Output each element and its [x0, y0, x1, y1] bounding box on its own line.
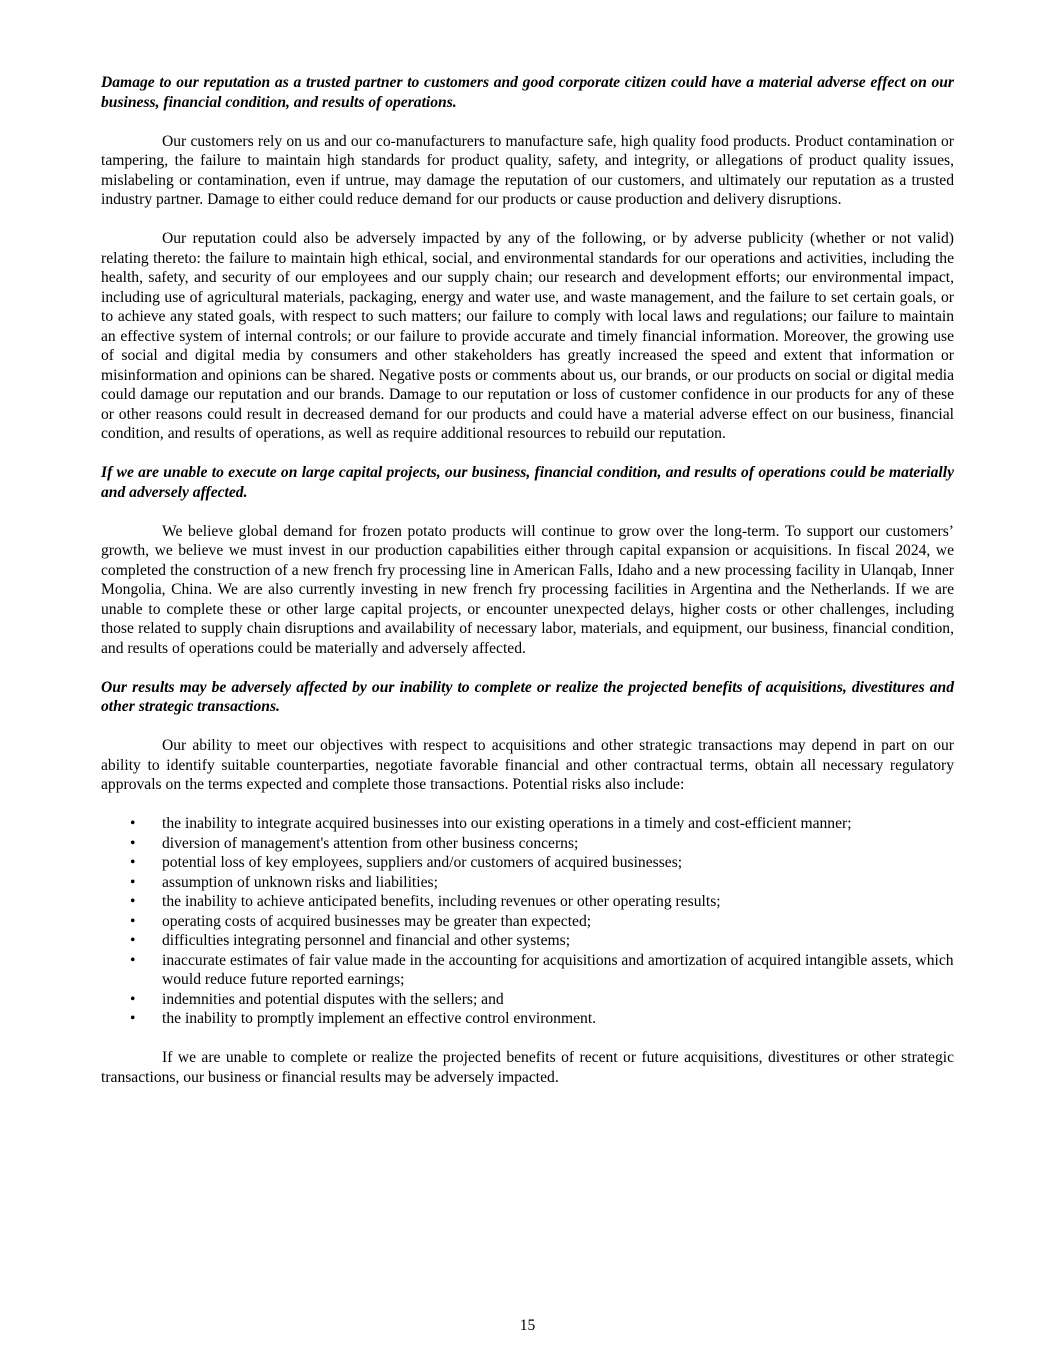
bullet-icon: • [130, 873, 136, 891]
paragraph-reputation-impact: Our reputation could also be adversely impacted by any of the following, or by adverse publicity (whether or not valid) relating thereto: the failure to maintain high ethical, social, and environmental standards for our operations and activities, including the health, safety, and security of our employees and our supply chain; our research and development efforts; our environmental impact, including use of agricultural materials, packaging, energy and water use, and waste management, and the failure to set certain goals, or to achieve any stated goals, with respect to such matters; our failure to comply with local laws and regulations; our failure to maintain an effective system of internal controls; or our failure to provide accurate and timely financial information. Moreover, the growing use of social and digital media by consumers and other stakeholders has greatly increased the speed and extent that information or misinformation and opinions can be shared. Negative posts or comments about us, our brands, or our products on social or digital media could damage our reputation and our brands. Damage to our reputation or loss of customer confidence in our products for any of these or other reasons could result in decreased demand for our products and could have a material adverse effect on our business, financial condition, and results of operations, as well as require additional resources to rebuild our reputation. [101, 230, 954, 442]
paragraph-customers-rely: Our customers rely on us and our co-manufacturers to manufacture safe, high quality food products. Product contamination or tampering, the failure to maintain high standards for product quality, safety, and integrity, or allegations of product quality issues, mislabeling or contamination, even if untrue, may damage the reputation of our customers, and ultimately our reputation as a trusted industry partner. Damage to either could reduce demand for our products or cause production and delivery disruptions. [101, 132, 954, 208]
bullet-icon: • [130, 815, 136, 832]
section-heading-capital-projects: If we are unable to execute on large capital projects, our business, financial condition, and results of operations could be materially and adversely affected. [101, 464, 954, 501]
paragraph-acquisitions-intro: Our ability to meet our objectives with respect to acquisitions and other strategic transactions may depend in part on our ability to identify suitable counterparties, negotiate favorable financial and other contractual terms, obtain all necessary regulatory approvals on the terms expected and complete those transactions. Potential risks also include: [101, 737, 954, 793]
paragraph-acquisitions-closing: If we are unable to complete or realize the projected benefits of recent or future acquisitions, divestitures or other strategic transactions, our business or financial results may be adversely impacted. [101, 1049, 954, 1086]
list-item [101, 834, 954, 854]
bullet-icon: • [130, 893, 136, 910]
risk-bullet-list [101, 814, 954, 1029]
list-item-text: inaccurate estimates of fair value made in the accounting for acquisitions and amortization of acquired intangible assets, which would reduce future reported earnings; [162, 951, 954, 988]
list-item [101, 873, 954, 893]
list-item-text: indemnities and potential disputes with the sellers; and [162, 990, 504, 1008]
list-item [101, 814, 954, 834]
list-item-text: the inability to achieve anticipated benefits, including revenues or other operating results; [162, 893, 721, 910]
list-item-text: assumption of unknown risks and liabilities; [162, 873, 438, 891]
paragraph-global-demand: We believe global demand for frozen potato products will continue to grow over the long-term. To support our customers’ growth, we believe we must invest in our production capabilities either through capital expansion or acquisitions. In fiscal 2024, we completed the construction of a new french fry processing line in American Falls, Idaho and a new processing facility in Ulanqab, Inner Mongolia, China. We are also currently investing in new french fry processing facilities in Argentina and the Netherlands. If we are unable to complete these or other large capital projects, or encounter unexpected delays, higher costs or other challenges, including those related to supply chain disruptions and availability of necessary labor, materials, and equipment, our business, financial condition, and results of operations could be materially and adversely affected. [101, 522, 954, 657]
list-item-text: operating costs of acquired businesses may be greater than expected; [162, 912, 592, 930]
section-heading-acquisitions: Our results may be adversely affected by our inability to complete or realize the projected benefits of acquisitions, divestitures and other strategic transactions. [101, 678, 954, 715]
list-item [101, 853, 954, 873]
bullet-icon: • [130, 834, 136, 852]
list-item-text: difficulties integrating personnel and financial and other systems; [162, 932, 571, 949]
list-item [101, 951, 954, 990]
bullet-icon: • [130, 912, 136, 930]
bullet-icon: • [130, 932, 136, 949]
bullet-icon: • [130, 1010, 136, 1027]
bullet-icon: • [130, 990, 136, 1008]
list-item-text: potential loss of key employees, suppliers and/or customers of acquired businesses; [162, 854, 683, 871]
list-item-text: diversion of management's attention from other business concerns; [162, 834, 579, 852]
list-item [101, 892, 954, 912]
list-item [101, 912, 954, 932]
list-item [101, 1009, 954, 1029]
document-body [101, 73, 954, 1107]
page-number: 15 [519, 1317, 536, 1334]
list-item [101, 931, 954, 951]
bullet-icon: • [130, 951, 136, 969]
list-item [101, 990, 954, 1010]
bullet-icon: • [130, 854, 136, 871]
list-item-text: the inability to promptly implement an effective control environment. [162, 1010, 597, 1027]
section-heading-reputation: Damage to our reputation as a trusted partner to customers and good corporate citizen could have a material adverse effect on our business, financial condition, and results of operations. [101, 74, 954, 111]
list-item-text: the inability to integrate acquired businesses into our existing operations in a timely and cost-efficient manner; [162, 815, 852, 832]
